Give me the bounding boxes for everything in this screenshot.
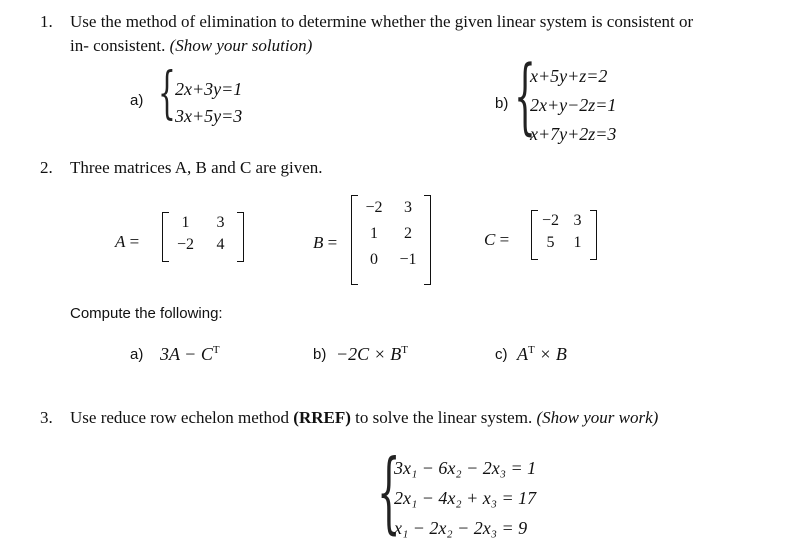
q1-text-line1: Use the method of elimination to determine whether the given linear system is consistent or xyxy=(70,12,694,31)
q1-b-eq2: 2x+y−2z=1 xyxy=(530,95,617,115)
q1-number: 1. xyxy=(40,12,53,31)
matrix-a-cell: 1 xyxy=(181,214,190,231)
q1-part-b-label: b) xyxy=(495,95,509,112)
matrix-a-right-bracket xyxy=(237,212,244,262)
matrix-a-cell: 3 xyxy=(216,214,225,231)
matrix-b-cell: 1 xyxy=(370,225,378,242)
matrix-b-right-bracket xyxy=(424,195,431,285)
matrix-c-name: C xyxy=(484,230,496,249)
q1-b-eq1: x+5y+z=2 xyxy=(530,66,608,86)
q2-part-a-expr-text: 3A − C xyxy=(160,344,213,364)
q2-part-a-transpose: T xyxy=(212,344,220,356)
q2-compute-label: Compute the following: xyxy=(70,305,223,322)
matrix-a-cell: −2 xyxy=(176,236,195,253)
matrix-c-label: C = xyxy=(484,230,510,249)
matrix-b-cell: 3 xyxy=(404,199,412,216)
q2-number: 2. xyxy=(40,158,53,177)
matrix-a-label: A = xyxy=(115,232,140,251)
q3-text-plain: Use reduce row echelon method xyxy=(70,408,294,427)
q3-eq3: x₁ − 2x₂ − 2x₃ = 9 xyxy=(394,518,528,538)
q2-part-c-transpose: T xyxy=(528,344,535,356)
q3-instruction: (Show your work) xyxy=(536,408,659,427)
q3-eq1: 3x₁ − 6x₂ − 2x₃ = 1 xyxy=(394,458,537,478)
matrix-c-cell: 1 xyxy=(573,234,582,251)
q3-eq2: 2x₁ − 4x₂ + x₃ = 17 xyxy=(394,488,537,508)
matrix-c-cell: −2 xyxy=(541,212,560,229)
q1-b-brace: { xyxy=(514,49,536,144)
q1-text-line2-plain: in- consistent. xyxy=(70,36,170,55)
q3-text-bold: (RREF) xyxy=(293,408,351,427)
q3-text-plain2: to solve the linear system. xyxy=(350,408,537,427)
matrix-b-cell: −2 xyxy=(365,199,383,216)
matrix-b-name: B xyxy=(313,233,324,252)
matrix-b xyxy=(351,195,431,285)
matrix-c-right-bracket xyxy=(590,210,597,260)
q2-part-b-expr xyxy=(336,344,408,365)
matrix-b-cell: 0 xyxy=(370,251,378,268)
q3-text xyxy=(70,408,658,428)
q1-b-eq3: x+7y+2z=3 xyxy=(530,124,617,144)
q2-part-a-expr xyxy=(160,344,220,365)
q1-text-line2 xyxy=(70,36,312,56)
q2-part-c-expr-pre: A xyxy=(517,344,528,364)
q2-part-b-label: b) xyxy=(313,346,327,363)
q1-a-eq1: 2x+3y=1 xyxy=(175,79,243,99)
q3-number: 3. xyxy=(40,408,53,427)
q2-text: Three matrices A, B and C are given. xyxy=(70,158,323,177)
matrix-c-cell: 5 xyxy=(546,234,555,251)
q1-a-eq2: 3x+5y=3 xyxy=(175,106,243,126)
q1-instruction: (Show your solution) xyxy=(169,36,313,55)
matrix-a-cell: 4 xyxy=(216,236,225,253)
q2-part-c-label: c) xyxy=(495,346,508,363)
matrix-a xyxy=(162,212,244,262)
q3-brace: { xyxy=(377,440,401,543)
matrix-b-cell: −1 xyxy=(399,251,417,268)
q2-part-a-label: a) xyxy=(130,346,144,363)
matrix-c xyxy=(531,210,597,260)
q2-part-c-expr xyxy=(517,344,567,365)
q1-part-a-label: a) xyxy=(130,92,144,109)
q2-part-c-expr-post: × B xyxy=(534,344,567,364)
matrix-b-cell: 2 xyxy=(404,225,412,242)
q2-part-b-expr-text: −2C × B xyxy=(336,344,402,364)
matrix-c-cell: 3 xyxy=(573,212,582,229)
q1-a-brace: { xyxy=(158,61,176,126)
q2-part-b-transpose: T xyxy=(401,344,409,356)
matrix-b-label: B = xyxy=(313,233,338,252)
matrix-a-name: A xyxy=(115,232,126,251)
